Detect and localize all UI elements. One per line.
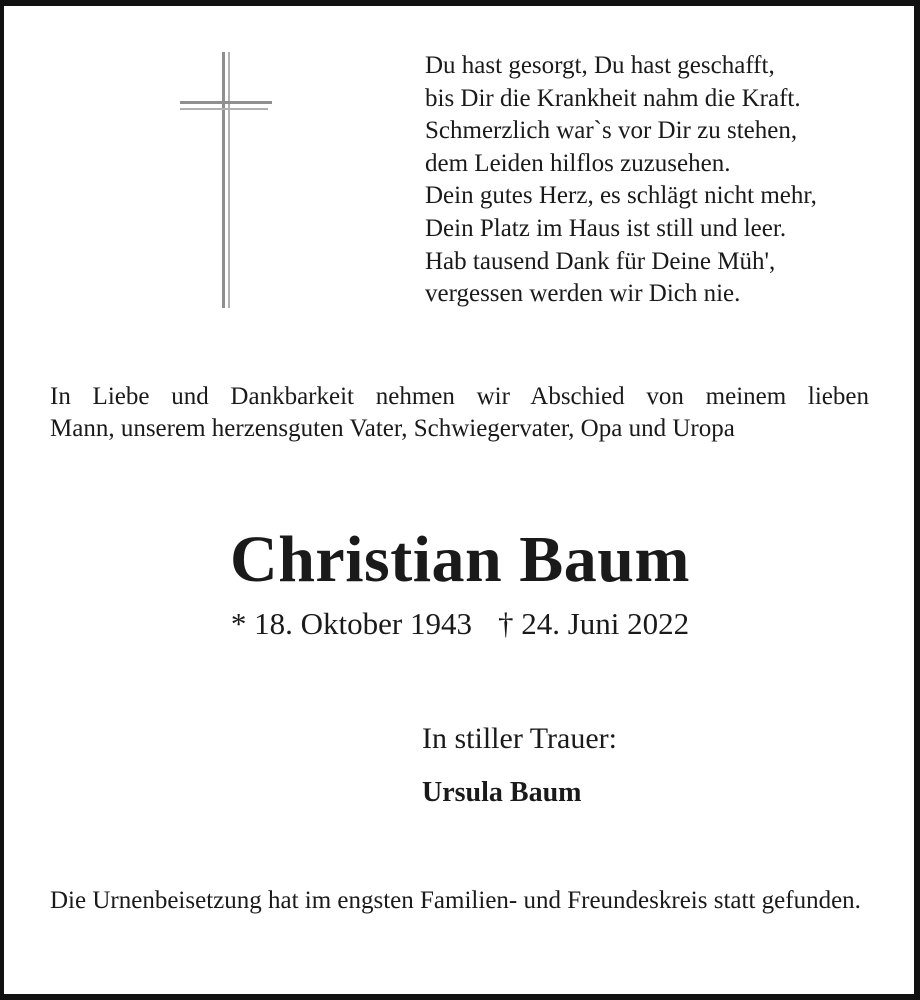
poem [425,50,885,311]
burial-notice: Die Urnenbeisetzung hat im engsten Familien- und Freundeskreis statt gefunden. [50,887,861,914]
death-symbol: † [497,606,514,641]
poem-line: Du hast gesorgt, Du hast geschafft, [425,52,775,79]
birth-date: 18. Oktober 1943 [254,606,472,641]
mourner-name: Ursula Baum [422,777,582,808]
cross-icon [180,52,272,308]
death-date: 24. Juni 2022 [521,606,690,641]
birth-symbol: * [230,606,247,641]
mourning-label: In stiller Trauer: [422,722,617,755]
poem-line: Dein Platz im Haus ist still und leer. [425,214,787,242]
farewell-intro-line: In Liebe und Dankbarkeit nehmen wir Abschied von meinem lieben [50,383,869,410]
poem-line: bis Dir die Krankheit nahm die Kraft. [425,84,801,112]
life-dates [0,604,920,644]
poem-line: Schmerzlich war`s vor Dir zu stehen, [425,117,798,145]
poem-line: Hab tausend Dank für Deine Müh', [425,247,776,275]
farewell-intro [50,381,869,445]
poem-line: dem Leiden hilflos zuzusehen. [425,149,731,177]
poem-line: vergessen werden wir Dich nie. [425,280,741,308]
farewell-intro-line: Mann, unserem herzensguten Vater, Schwiegervater, Opa und Uropa [50,415,735,442]
deceased-name: Christian Baum [230,523,690,596]
poem-line: Dein gutes Herz, es schlägt nicht mehr, [425,182,817,210]
